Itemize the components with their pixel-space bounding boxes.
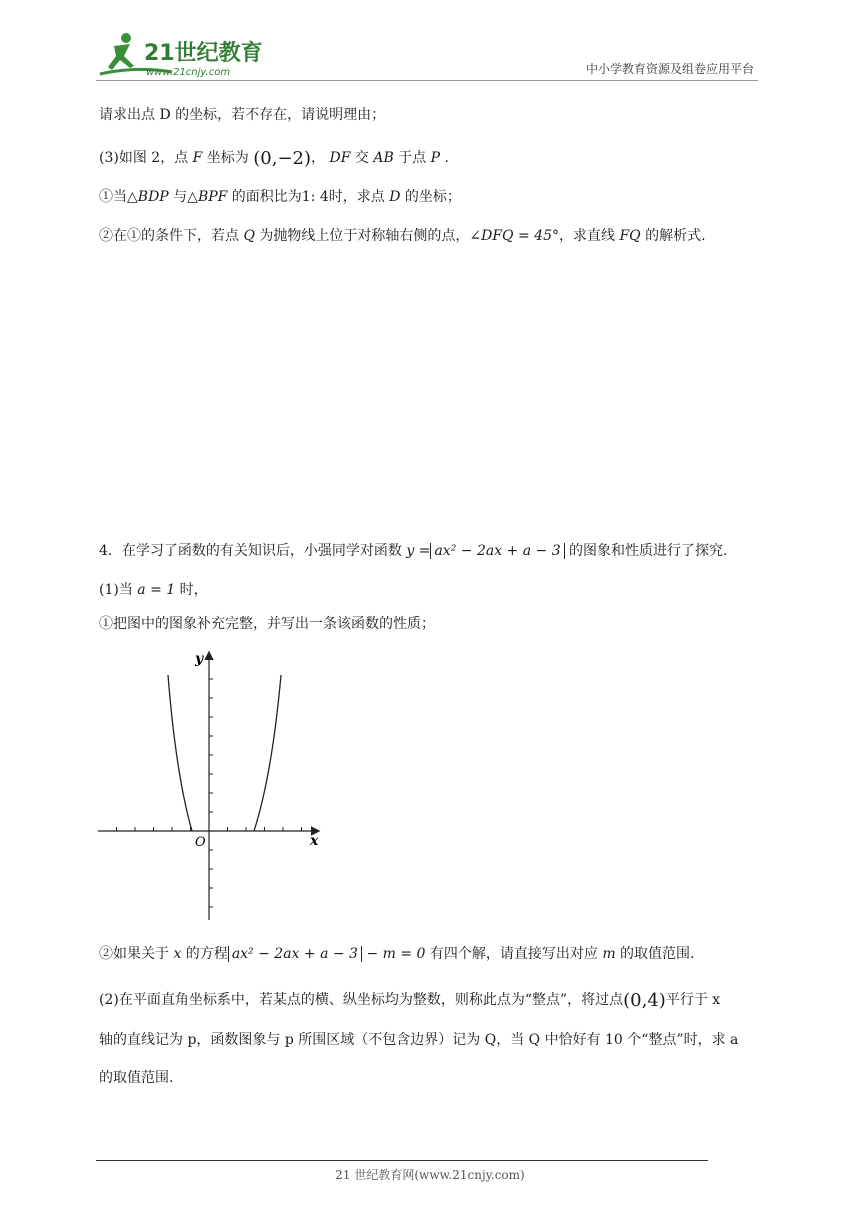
function-graph [96,645,326,925]
q4-part2-line1: (2)在平面直角坐标系中，若某点的横、纵坐标均为整数，则称此点为“整点”，将过点(0,4)平行于 x [99,990,721,1011]
q3-line0: 请求出点 D 的坐标，若不存在，请说明理由； [99,107,386,123]
curve-right [254,675,281,831]
y-axis-label: y [195,651,204,667]
footer-divider [96,1160,708,1161]
q4-part1-sub1: ①把图中的图象补充完整，并写出一条该函数的性质； [99,616,435,632]
logo-url: www.21cnjy.com [146,67,231,78]
footer-text: 21 世纪教育网(www.21cnjy.com) [335,1168,525,1182]
site-logo [96,30,266,80]
q4-part1: (1)当 a = 1 时， [99,582,208,598]
q4-intro: 4．在学习了函数的有关知识后，小强同学对函数 y = ax² − 2ax + a − 3 的图象和性质进行了探究. [99,543,728,559]
curve-left [168,675,192,831]
q3-part3: (3)如图 2，点 F 坐标为 (0,−2)， DF 交 AB 于点 P . [99,148,449,169]
header-divider [96,80,758,81]
x-axis-label: x [310,833,319,849]
y-ticks [209,679,213,907]
platform-title: 中小学教育资源及组卷应用平台 [585,62,754,76]
origin-label: O [195,835,206,850]
q4-part2-line3: 的取值范围. [99,1070,174,1086]
q3-sub2: ②在①的条件下，若点 Q 为抛物线上位于对称轴右侧的点，∠DFQ = 45°，求直线 FQ 的解析式. [99,228,706,244]
q4-part1-sub2: ②如果关于 x 的方程 ax² − 2ax + a − 3 − m = 0 有四个解，请直接写出对应 m 的取值范围. [99,946,695,962]
q4-part2-line2: 轴的直线记为 p，函数图象与 p 所围区域（不包含边界）记为 Q，当 Q 中恰好有 10 个“整点”时，求 a [99,1032,739,1048]
q3-sub1: ①当△BDP 与△BPF 的面积比为1: 4时，求点 D 的坐标； [99,189,461,205]
logo-text: 21世纪教育 [144,41,263,66]
